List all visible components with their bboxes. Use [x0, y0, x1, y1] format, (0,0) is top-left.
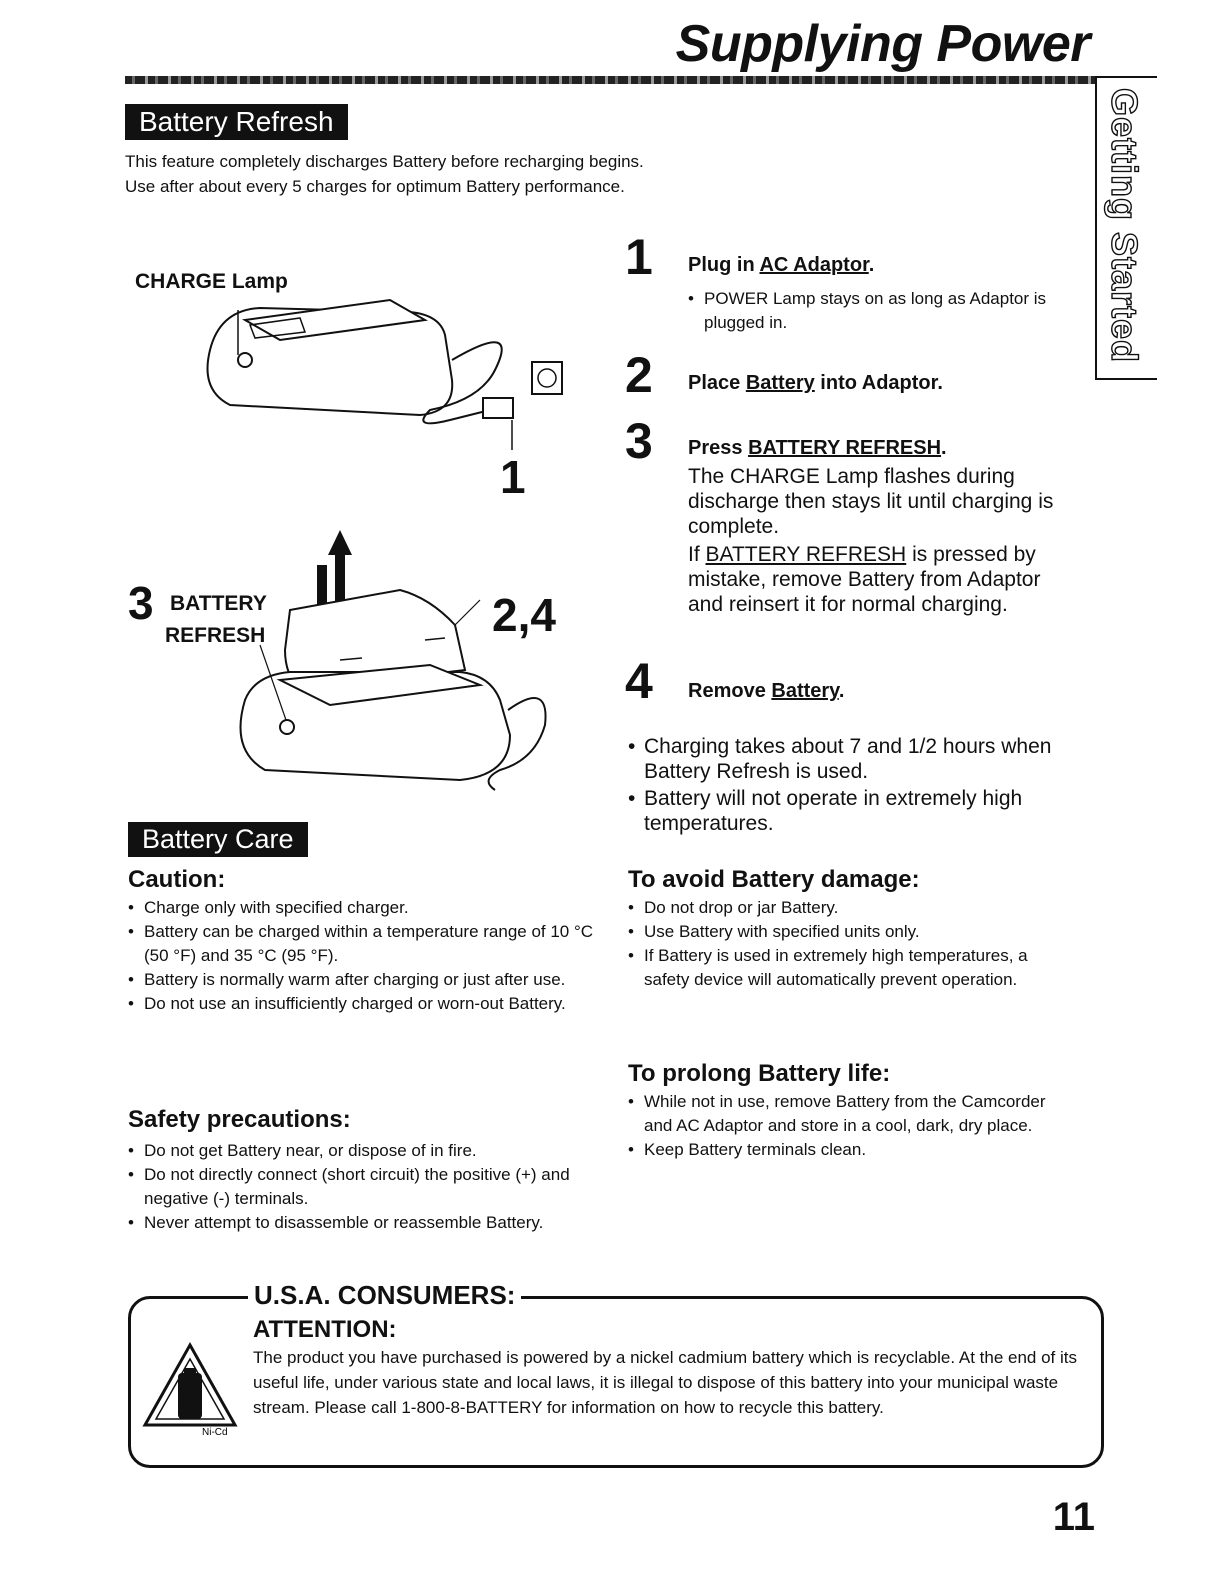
charge-lamp-label: CHARGE Lamp — [135, 270, 288, 293]
page-title: Supplying Power — [675, 15, 1090, 73]
battery-care-heading: Battery Care — [128, 822, 308, 857]
outlet-icon — [532, 362, 562, 394]
step-3-mistake-text: If BATTERY REFRESH is pressed by mistake, remove Battery from Adaptor and reinsert it for normal charging. — [688, 543, 1041, 616]
step-2-number: 2 — [625, 347, 653, 403]
list-item: • Battery can be charged within a temperature range of 10 °C (50 °F) and 35 °C (95 °F). — [128, 920, 598, 968]
list-item: • Do not get Battery near, or dispose of in fire. — [128, 1139, 588, 1163]
list-item: • POWER Lamp stays on as long as Adaptor is plugged in. — [688, 287, 1048, 335]
charger-top-icon — [208, 300, 514, 450]
callout-3: 3 — [128, 577, 154, 629]
usa-attention: ATTENTION: — [253, 1316, 397, 1343]
callout-2-4: 2,4 — [492, 589, 556, 641]
prolong-title: To prolong Battery life: — [628, 1060, 891, 1087]
step-3-number: 3 — [625, 413, 653, 469]
step-1-notes — [688, 287, 1048, 335]
recycle-logo-icon — [140, 1335, 245, 1445]
charger-illustration — [190, 280, 590, 800]
nicd-label: Ni-Cd — [202, 1427, 228, 1438]
callout-1: 1 — [500, 451, 526, 503]
step-4-number: 4 — [625, 653, 653, 709]
list-item: • Use Battery with specified units only. — [628, 920, 1028, 944]
safety-title: Safety precautions: — [128, 1106, 351, 1133]
damage-title: To avoid Battery damage: — [628, 866, 920, 893]
safety-list — [128, 1139, 588, 1235]
caution-list — [128, 896, 598, 1016]
prolong-list — [628, 1090, 1068, 1162]
caution-title: Caution: — [128, 866, 226, 893]
side-tab — [1095, 76, 1157, 380]
list-item: • Do not use an insufficiently charged or worn-out Battery. — [128, 992, 598, 1016]
page-number: 11 — [1052, 1495, 1095, 1539]
header-rule — [125, 76, 1095, 84]
list-item: • Battery will not operate in extremely high temperatures. — [628, 786, 1098, 836]
list-item: • Battery is normally warm after charging or just after use. — [128, 968, 598, 992]
list-item: • Charging takes about 7 and 1/2 hours when Battery Refresh is used. — [628, 734, 1098, 784]
intro-line-1: This feature completely discharges Battery before recharging begins. — [125, 152, 644, 171]
step-4-title: Remove Battery. — [688, 680, 845, 702]
list-item: • Keep Battery terminals clean. — [628, 1138, 1068, 1162]
step-3-text: The CHARGE Lamp flashes during discharge then stays lit until charging is complete. — [688, 465, 1054, 538]
battery-label: BATTERY — [170, 592, 267, 615]
step-2-title: Place Battery into Adaptor. — [688, 372, 943, 394]
damage-list — [628, 896, 1028, 992]
list-item: • While not in use, remove Battery from the Camcorder and AC Adaptor and store in a cool, dark, dry place. — [628, 1090, 1068, 1138]
battery-refresh-heading: Battery Refresh — [125, 104, 348, 140]
list-item: • Do not drop or jar Battery. — [628, 896, 1028, 920]
list-item: • Never attempt to disassemble or reassemble Battery. — [128, 1211, 588, 1235]
side-tab-label: Getting Started — [1104, 88, 1145, 364]
step-1-number: 1 — [625, 229, 653, 285]
intro-line-2: Use after about every 5 charges for optimum Battery performance. — [125, 177, 625, 196]
usa-consumers-text: The product you have purchased is powered by a nickel cadmium battery which is recyclable. At the end of its useful life, under various state and local laws, it is illegal to dispose of this battery into your municipal waste stream. Please call 1-800-8-BATTERY for information on how to recycle this battery. — [253, 1348, 1077, 1417]
refresh-label: REFRESH — [165, 624, 266, 647]
refresh-notes — [628, 734, 1098, 836]
list-item: • If Battery is used in extremely high temperatures, a safety device will automatically prevent operation. — [628, 944, 1028, 992]
list-item: • Do not directly connect (short circuit) the positive (+) and negative (-) terminals. — [128, 1163, 588, 1211]
usa-consumers-title: U.S.A. CONSUMERS: — [248, 1280, 521, 1311]
step-1-title: Plug in AC Adaptor. — [688, 254, 875, 276]
list-item: • Charge only with specified charger. — [128, 896, 598, 920]
step-3-title: Press BATTERY REFRESH. — [688, 437, 947, 459]
